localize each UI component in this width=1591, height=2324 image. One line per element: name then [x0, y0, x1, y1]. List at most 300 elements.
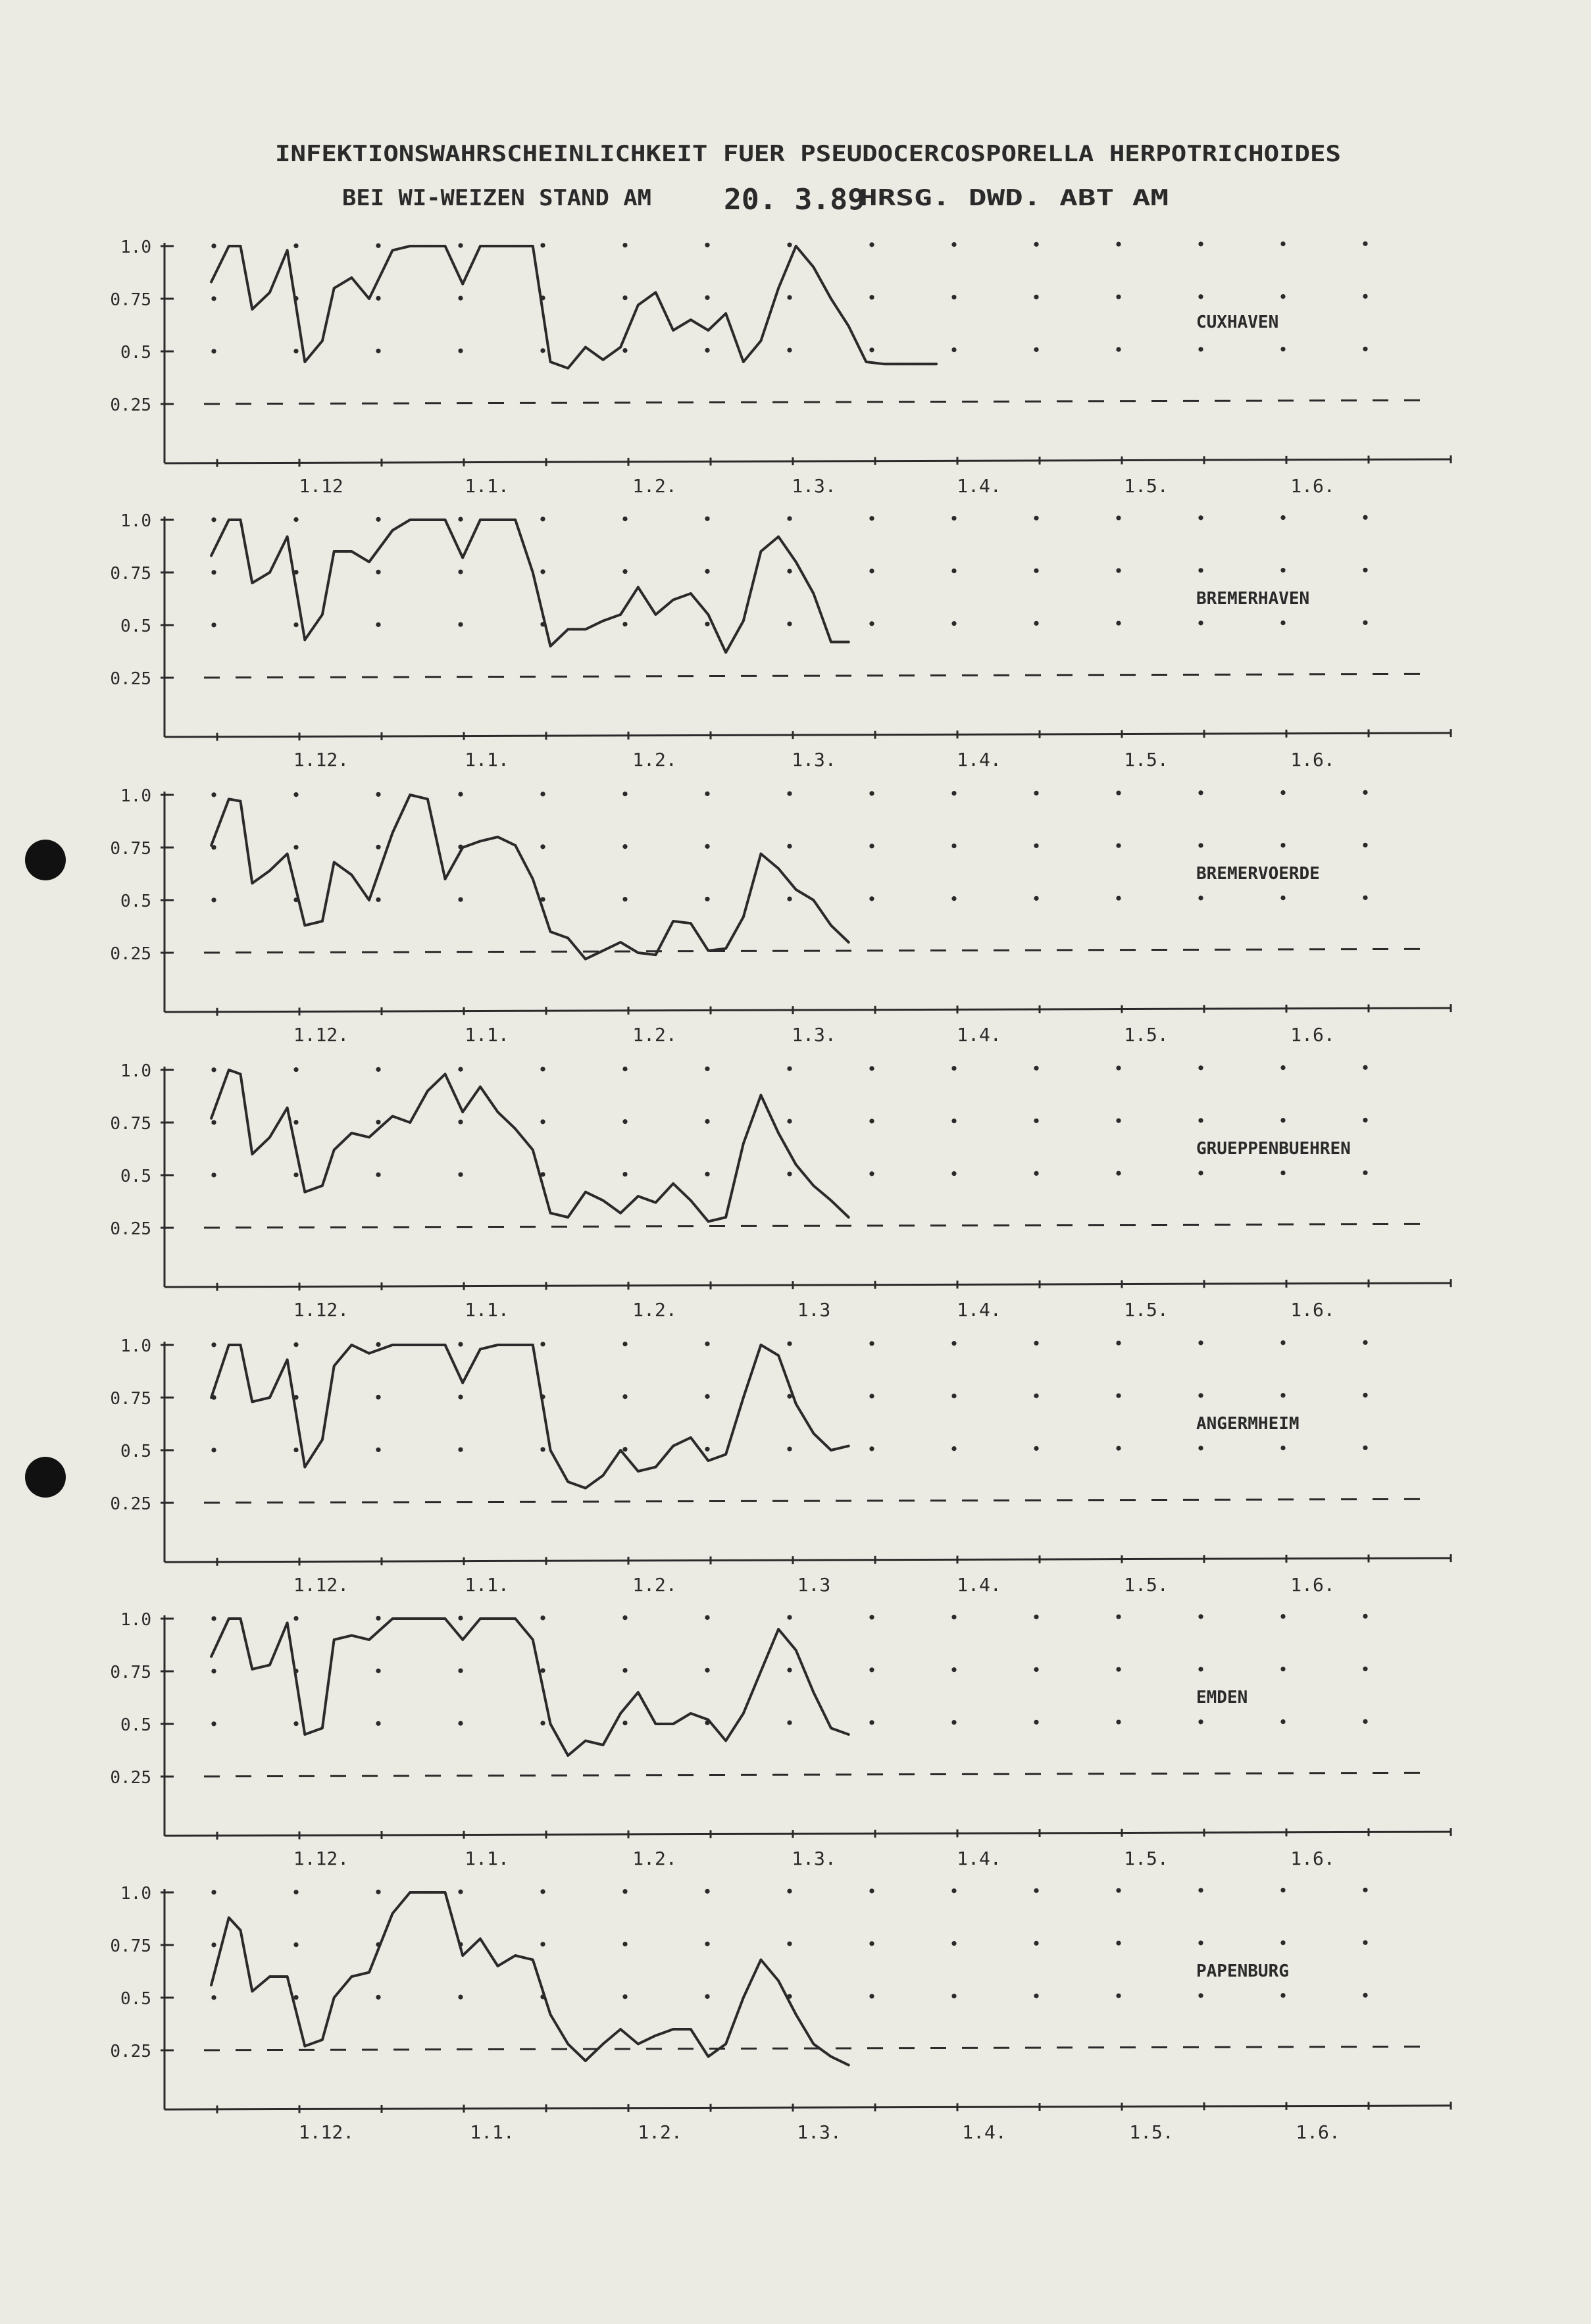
series-line — [211, 795, 849, 959]
x-tick-label: 1.1. — [465, 749, 509, 770]
data-point — [882, 363, 885, 365]
series-line — [211, 1619, 849, 1756]
grid-dot — [705, 1394, 709, 1399]
x-tick-label: 1.4. — [957, 1574, 1001, 1596]
title-line-2-a: BEI WI-WEIZEN STAND AM — [342, 185, 651, 211]
grid-dot — [951, 1941, 956, 1946]
data-point — [549, 930, 552, 933]
data-point — [672, 2028, 674, 2031]
y-tick-label: 0.25 — [110, 2042, 151, 2061]
data-point — [795, 1163, 797, 1166]
data-point — [251, 1401, 254, 1403]
data-point — [813, 899, 815, 901]
grid-dot — [951, 1066, 956, 1071]
grid-dot — [376, 1448, 380, 1452]
grid-dot — [211, 622, 216, 627]
data-point — [707, 329, 710, 332]
data-point — [742, 1996, 745, 1999]
grid-dot — [376, 1395, 380, 1400]
data-point — [391, 1617, 394, 1620]
data-point — [847, 2064, 850, 2067]
grid-dot — [211, 1721, 216, 1726]
data-point — [497, 1617, 499, 1620]
data-point — [304, 924, 307, 927]
x-tick-label: 1.6. — [1290, 749, 1335, 770]
data-point — [461, 1382, 464, 1384]
data-point — [830, 641, 832, 644]
grid-dot — [1116, 1720, 1121, 1725]
grid-dot — [1363, 1393, 1367, 1398]
grid-dot — [458, 517, 463, 522]
grid-dot — [1280, 1614, 1285, 1619]
data-point — [251, 1990, 254, 1993]
data-point — [847, 641, 850, 644]
grid-dot — [293, 1995, 298, 2000]
data-point — [210, 1984, 213, 1986]
grid-dot — [1116, 1888, 1121, 1893]
data-point — [228, 1917, 230, 1919]
data-point — [304, 2045, 307, 2048]
data-point — [333, 1365, 336, 1367]
grid-dot — [540, 348, 545, 353]
data-point — [514, 1344, 517, 1346]
data-point — [514, 1128, 517, 1130]
grid-dot — [1116, 516, 1121, 520]
data-point — [426, 1891, 429, 1894]
x-axis — [164, 2106, 1451, 2109]
data-point — [567, 628, 569, 631]
grid-dot — [951, 1615, 956, 1619]
grid-dot — [458, 349, 463, 353]
data-point — [795, 561, 797, 563]
data-point — [813, 592, 815, 595]
grid-dot — [211, 517, 216, 522]
series-line — [211, 520, 849, 653]
grid-dot — [1280, 1118, 1285, 1123]
grid-dot — [787, 897, 792, 901]
data-point — [461, 1638, 464, 1641]
data-point — [426, 1090, 429, 1092]
data-point — [742, 1142, 745, 1145]
data-point — [514, 245, 517, 247]
data-point — [724, 1740, 727, 1742]
data-point — [461, 1111, 464, 1113]
grid-dot — [211, 1669, 216, 1673]
grid-dot — [869, 791, 874, 796]
x-tick-label: 1.12 — [299, 475, 343, 497]
data-point — [813, 1184, 815, 1187]
data-point — [707, 1719, 710, 1721]
grid-dot — [1363, 515, 1367, 520]
grid-dot — [787, 517, 792, 521]
grid-dot — [622, 622, 627, 626]
grid-dot — [622, 348, 627, 353]
grid-dot — [1198, 843, 1203, 847]
y-tick-label: 0.25 — [110, 944, 151, 964]
x-tick-label: 1.1. — [465, 1299, 509, 1321]
grid-dot — [787, 1342, 792, 1346]
data-point — [286, 1107, 289, 1109]
data-point — [830, 1449, 832, 1452]
grid-dot — [705, 622, 709, 626]
grid-dot — [1116, 1066, 1121, 1071]
grid-dot — [951, 621, 956, 626]
grid-dot — [1198, 1614, 1203, 1619]
x-tick-label: 1.1. — [465, 1024, 509, 1046]
data-point — [351, 276, 353, 279]
grid-dot — [869, 1394, 874, 1398]
data-point — [368, 1638, 370, 1641]
grid-dot — [1280, 294, 1285, 299]
data-point — [268, 291, 271, 294]
y-tick-label: 0.5 — [120, 892, 151, 911]
data-point — [228, 1344, 230, 1346]
grid-dot — [1280, 347, 1285, 351]
data-point — [444, 518, 447, 521]
data-point — [461, 283, 464, 286]
data-point — [268, 1664, 271, 1667]
data-point — [351, 550, 353, 553]
data-point — [228, 518, 230, 521]
grid-dot — [1198, 1888, 1203, 1892]
station-label: PAPENBURG — [1196, 1961, 1289, 1981]
x-tick-label: 1.2. — [638, 2121, 682, 2143]
y-tick-label: 0.5 — [120, 1989, 151, 2009]
grid-dot — [705, 1615, 709, 1620]
data-point — [210, 555, 213, 557]
grid-dot — [951, 295, 956, 299]
grid-dot — [622, 1067, 627, 1071]
x-tick-label: 1.12. — [298, 2121, 355, 2143]
grid-dot — [705, 1942, 709, 1946]
grid-dot — [458, 622, 463, 627]
x-tick-label: 1.5. — [1124, 1299, 1169, 1321]
grid-dot — [540, 1889, 545, 1894]
data-point — [514, 1954, 517, 1957]
data-point — [549, 361, 552, 363]
grid-dot — [1198, 1171, 1203, 1175]
grid-dot — [376, 1120, 380, 1124]
data-point — [391, 249, 394, 252]
data-point — [724, 1216, 727, 1219]
grid-dot — [1116, 1615, 1121, 1619]
x-axis — [164, 1008, 1451, 1012]
grid-dot — [1280, 1340, 1285, 1345]
grid-dot — [1034, 1720, 1038, 1725]
grid-dot — [1116, 1341, 1121, 1346]
grid-dot — [1034, 621, 1038, 626]
data-point — [444, 878, 447, 880]
grid-dot — [540, 1447, 545, 1452]
x-axis — [164, 459, 1451, 463]
data-point — [690, 2028, 692, 2031]
grid-dot — [1198, 1993, 1203, 1998]
data-point — [619, 941, 622, 944]
data-point — [672, 599, 674, 601]
data-point — [655, 1201, 657, 1204]
grid-dot — [1363, 790, 1367, 795]
data-point — [830, 1200, 832, 1202]
grid-dot — [376, 1890, 380, 1894]
data-point — [368, 899, 370, 901]
data-point — [321, 1438, 324, 1441]
grid-dot — [540, 844, 545, 849]
data-point — [444, 1617, 447, 1620]
data-point — [444, 1073, 447, 1076]
data-point — [321, 1727, 324, 1730]
series-line — [211, 246, 936, 368]
grid-dot — [458, 1173, 463, 1177]
grid-dot — [1034, 568, 1038, 573]
grid-dot — [951, 1171, 956, 1176]
grid-dot — [540, 1119, 545, 1124]
data-point — [655, 291, 657, 294]
y-tick-label: 0.75 — [110, 839, 151, 859]
grid-dot — [293, 517, 298, 522]
grid-dot — [705, 1994, 709, 1999]
data-point — [602, 1200, 605, 1202]
data-point — [724, 1453, 727, 1456]
data-point — [690, 318, 692, 321]
grid-dot — [1034, 1888, 1038, 1893]
grid-dot — [622, 517, 627, 521]
y-tick-label: 0.25 — [110, 395, 151, 415]
grid-dot — [622, 1119, 627, 1124]
data-point — [760, 853, 763, 855]
data-point — [479, 1617, 482, 1620]
grid-dot — [211, 296, 216, 301]
grid-dot — [1198, 896, 1203, 900]
data-point — [549, 645, 552, 647]
data-point — [742, 1712, 745, 1715]
y-tick-label: 0.75 — [110, 1114, 151, 1134]
grid-dot — [787, 1942, 792, 1946]
y-tick-label: 1.0 — [120, 1061, 151, 1081]
data-point — [461, 846, 464, 849]
y-tick-label: 0.25 — [110, 669, 151, 689]
data-point — [333, 550, 336, 553]
grid-dot — [211, 1448, 216, 1452]
data-point — [672, 329, 674, 332]
grid-dot — [869, 347, 874, 352]
grid-dot — [1198, 1340, 1203, 1345]
data-point — [637, 951, 640, 954]
grid-dot — [458, 1616, 463, 1621]
grid-dot — [1034, 1119, 1038, 1123]
data-point — [497, 1111, 499, 1113]
data-point — [321, 1184, 324, 1187]
grid-dot — [869, 621, 874, 626]
grid-dot — [211, 792, 216, 797]
title-line-1: INFEKTIONSWAHRSCHEINLICHKEIT FUER PSEUDOCERCOSPORELLA HERPOTRICHOIDES — [275, 141, 1341, 167]
grid-dot — [1116, 621, 1121, 626]
grid-dot — [1116, 347, 1121, 352]
grid-dot — [1198, 241, 1203, 246]
y-tick-label: 0.75 — [110, 290, 151, 310]
grid-dot — [622, 1342, 627, 1346]
data-point — [368, 561, 370, 563]
grid-dot — [376, 1067, 380, 1072]
data-point — [742, 620, 745, 622]
grid-dot — [1363, 1171, 1367, 1175]
data-point — [444, 1891, 447, 1894]
y-tick-label: 1.0 — [120, 511, 151, 531]
grid-dot — [293, 792, 298, 797]
data-point — [584, 1487, 587, 1490]
data-point — [637, 1195, 640, 1198]
grid-dot — [951, 896, 956, 901]
grid-dot — [705, 348, 709, 353]
data-point — [391, 832, 394, 834]
data-point — [900, 363, 903, 365]
x-tick-label: 1.2. — [632, 475, 677, 497]
data-point — [830, 2056, 832, 2058]
data-point — [567, 937, 569, 940]
grid-dot — [1116, 1941, 1121, 1946]
data-point — [304, 1733, 307, 1736]
data-point — [690, 1200, 692, 1202]
data-point — [795, 1403, 797, 1405]
data-point — [584, 958, 587, 961]
grid-dot — [705, 517, 709, 521]
grid-dot — [540, 792, 545, 796]
grid-dot — [293, 1448, 298, 1452]
grid-dot — [1198, 1393, 1203, 1398]
data-point — [830, 924, 832, 927]
grid-dot — [705, 897, 709, 901]
data-point — [777, 536, 780, 538]
title-date: 20. 3.89 — [724, 183, 865, 216]
grid-dot — [293, 1890, 298, 1894]
data-point — [847, 325, 850, 328]
data-point — [268, 1975, 271, 1978]
data-point — [210, 1117, 213, 1120]
data-point — [426, 1617, 429, 1620]
x-tick-label: 1.4. — [957, 1024, 1001, 1046]
y-tick-label: 1.0 — [120, 1610, 151, 1630]
data-point — [532, 1959, 534, 1961]
grid-dot — [787, 1721, 792, 1725]
grid-dot — [705, 1067, 709, 1071]
data-point — [655, 2034, 657, 2037]
data-point — [461, 1954, 464, 1957]
grid-dot — [787, 1172, 792, 1176]
y-tick-label: 0.5 — [120, 1167, 151, 1186]
data-point — [351, 1634, 353, 1637]
grid-dot — [622, 1615, 627, 1620]
grid-dot — [705, 1889, 709, 1894]
grid-dot — [869, 568, 874, 573]
data-point — [268, 571, 271, 574]
data-point — [444, 245, 447, 247]
station-label: GRUEPPENBUEHREN — [1196, 1139, 1351, 1159]
data-point — [240, 1073, 242, 1076]
grid-dot — [376, 845, 380, 849]
grid-dot — [1363, 620, 1367, 625]
grid-dot — [1363, 1719, 1367, 1724]
data-point — [210, 281, 213, 284]
data-point — [655, 613, 657, 616]
data-point — [368, 1352, 370, 1355]
grid-dot — [869, 1446, 874, 1451]
grid-dot — [1116, 896, 1121, 901]
data-point — [479, 518, 482, 521]
grid-dot — [951, 568, 956, 573]
grid-dot — [458, 1669, 463, 1673]
grid-dot — [705, 792, 709, 796]
chart-panel-cuxhaven — [110, 238, 1451, 497]
grid-dot — [376, 1342, 380, 1347]
grid-dot — [1198, 620, 1203, 625]
grid-dot — [458, 1721, 463, 1726]
data-point — [549, 2013, 552, 2016]
grid-dot — [458, 1120, 463, 1124]
data-point — [567, 1216, 569, 1219]
y-tick-label: 1.0 — [120, 1336, 151, 1356]
data-point — [690, 1712, 692, 1715]
grid-dot — [1363, 896, 1367, 900]
station-label: EMDEN — [1196, 1688, 1248, 1707]
grid-dot — [1198, 347, 1203, 351]
data-point — [426, 245, 429, 247]
x-tick-label: 1.6. — [1290, 1024, 1335, 1046]
grid-dot — [622, 1668, 627, 1673]
grid-dot — [622, 1889, 627, 1894]
data-point — [619, 1212, 622, 1215]
x-tick-label: 1.6. — [1290, 1299, 1335, 1321]
data-point — [724, 313, 727, 315]
data-point — [567, 367, 569, 370]
x-tick-label: 1.5. — [1124, 1574, 1169, 1596]
y-tick-label: 0.75 — [110, 564, 151, 584]
grid-dot — [1116, 1994, 1121, 1998]
grid-dot — [211, 1067, 216, 1072]
grid-dot — [1034, 1615, 1038, 1619]
data-point — [637, 304, 640, 307]
data-point — [777, 1628, 780, 1630]
data-point — [830, 1727, 832, 1730]
data-point — [251, 1668, 254, 1671]
grid-dot — [211, 1616, 216, 1621]
data-point — [514, 1617, 517, 1620]
data-point — [497, 245, 499, 247]
data-point — [847, 1216, 850, 1219]
grid-dot — [293, 1120, 298, 1124]
chart-panel-papenburg — [110, 1884, 1451, 2143]
grid-dot — [951, 1720, 956, 1725]
grid-dot — [1280, 620, 1285, 625]
data-point — [286, 853, 289, 855]
grid-dot — [211, 1342, 216, 1347]
data-point — [672, 1445, 674, 1448]
data-point — [497, 1965, 499, 1967]
grid-dot — [869, 1888, 874, 1893]
data-point — [672, 920, 674, 922]
grid-dot — [1116, 1119, 1121, 1123]
grid-dot — [951, 844, 956, 848]
grid-dot — [951, 791, 956, 796]
data-point — [742, 361, 745, 363]
grid-dot — [787, 295, 792, 300]
data-point — [514, 844, 517, 847]
punch-hole-lower — [25, 1457, 66, 1498]
grid-dot — [458, 1448, 463, 1452]
grid-dot — [869, 1171, 874, 1176]
grid-dot — [1280, 515, 1285, 520]
data-point — [479, 1086, 482, 1088]
data-point — [637, 586, 640, 589]
data-point — [426, 798, 429, 801]
